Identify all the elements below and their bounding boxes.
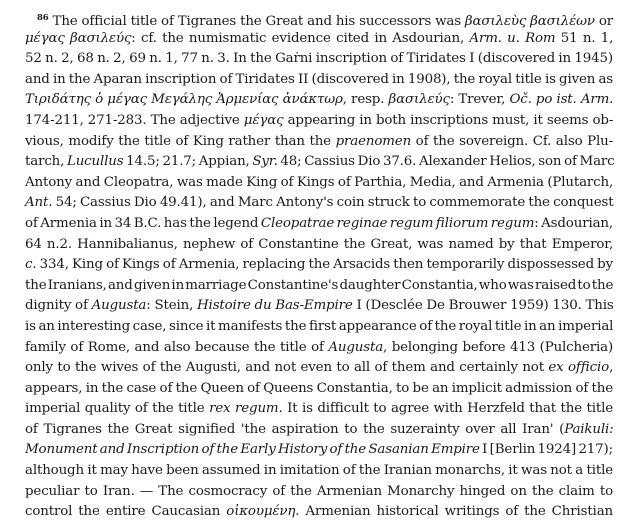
text-run: appears, in the case of the Queen of Queens Constantia, to be an implicit admission of the bbox=[25, 380, 613, 396]
text-line bbox=[25, 132, 613, 153]
text-run: : Asdourian, bbox=[534, 215, 613, 231]
text-line bbox=[25, 502, 613, 523]
text-line bbox=[25, 173, 613, 194]
italic-text: Arm. u. Rom bbox=[469, 30, 556, 46]
text-run: 52 n. 2, 68 n. 2, 69 n. 1, 77 n. 3. In the Gaṙni inscription of Tiridates I (discovered in 1945) bbox=[25, 51, 613, 67]
text-run: 51 n. 1, bbox=[555, 30, 614, 46]
italic-text: Lucullus bbox=[66, 154, 124, 170]
italic-text: Monument and Inscription of the Early History of the Sasanian Empire bbox=[25, 442, 480, 458]
text-run: 334, King of Kings of Armenia, replacing the Arsacids then temporarily dispossessed by bbox=[36, 257, 614, 273]
text-run: : cf. the numismatic evidence cited in Asdourian, bbox=[131, 30, 470, 46]
text-line bbox=[25, 482, 613, 503]
text-line bbox=[25, 90, 613, 111]
italic-text: Histoire du Bas-Empire bbox=[197, 298, 353, 314]
text-run: family of Rome, and also because the title of bbox=[25, 339, 329, 355]
text-run: or bbox=[594, 14, 614, 29]
text-run: 48; Cassius Dio 37.6. Alexander Helios, son of Marc bbox=[277, 154, 615, 170]
footnote-page bbox=[25, 8, 613, 523]
text-line bbox=[25, 193, 613, 214]
text-run: , bbox=[609, 360, 614, 376]
text-line bbox=[25, 276, 613, 297]
text-run: vious, modify the title of King rather than the bbox=[25, 133, 336, 149]
italic-text: οἰκουμένη bbox=[226, 504, 296, 520]
italic-text: ex officio bbox=[548, 360, 610, 376]
italic-text: rex regum bbox=[209, 401, 279, 417]
text-line bbox=[25, 111, 613, 132]
italic-text: βασιλεὺς βασιλέων bbox=[464, 14, 595, 29]
text-run: . It is difficult to agree with Herzfeld that the title bbox=[278, 401, 614, 417]
text-run: only to the wives of the Augusti, and not even to all of them and certainly not bbox=[25, 360, 549, 376]
text-line bbox=[25, 358, 613, 379]
italic-text: Augusta bbox=[328, 339, 384, 355]
text-run: of Armenia in 34 B.C. has the legend bbox=[25, 215, 261, 231]
text-line bbox=[25, 255, 613, 276]
text-run: . Armenian historical writings of the Christian bbox=[295, 504, 614, 520]
text-run: and in the Aparan inscription of Tiridates II (discovered in 1908), the royal title is given as bbox=[25, 71, 614, 87]
italic-text: Syr. bbox=[252, 154, 278, 170]
text-line bbox=[25, 214, 613, 235]
text-run: , belonging before 413 (Pulcheria) bbox=[383, 339, 614, 355]
footnote-number: 86 bbox=[37, 13, 49, 23]
text-line bbox=[25, 29, 613, 50]
text-run: is an interesting case, since it manifests the first appearance of the royal title in an imperial bbox=[25, 318, 614, 334]
footnote-86 bbox=[25, 8, 613, 523]
italic-text: Augusta bbox=[91, 298, 147, 314]
text-line bbox=[25, 461, 613, 482]
text-run: of the sovereign. Cf. also Plu- bbox=[411, 133, 613, 149]
text-run: peculiar to Iran. — The cosmocracy of the Armenian Monarchy hinged on the claim to bbox=[25, 483, 613, 499]
italic-text: Ant. bbox=[25, 195, 53, 211]
italic-text: μέγας bbox=[243, 112, 284, 128]
text-line bbox=[25, 49, 613, 70]
text-run: 64 n.2. Hannibalianus, nephew of Constantine the Great, was named by that Emperor, bbox=[25, 236, 614, 252]
italic-text: Paikuli: bbox=[564, 421, 614, 437]
text-run: of Tigranes the Great signified 'the aspiration to the suzerainty over all Iran' ( bbox=[25, 421, 565, 437]
text-run: : Stein, bbox=[146, 298, 198, 314]
text-line bbox=[25, 420, 613, 441]
italic-text: praenomen bbox=[335, 133, 412, 149]
text-run: Antony and Cleopatra, was made King of Kings of Parthia, Media, and Armenia (Plutarch, bbox=[25, 174, 614, 190]
text-run: 54; Cassius Dio 49.41), and Marc Antony's coin struck to commemorate the conquest bbox=[52, 195, 614, 211]
text-line bbox=[25, 235, 613, 256]
text-run: I (Desclée De Brouwer 1959) 130. This bbox=[352, 298, 614, 314]
italic-text: c. bbox=[25, 257, 37, 273]
text-run: : Trever, bbox=[449, 92, 510, 108]
text-run: although it may have been assumed in imitation of the Iranian monarchs, it was not a title bbox=[25, 463, 613, 479]
text-run: appearing in both inscriptions must, it seems ob- bbox=[283, 112, 614, 128]
italic-text: βασιλεύς bbox=[388, 92, 450, 108]
text-run: imperial quality of the title bbox=[25, 401, 210, 417]
text-run: I [Berlin 1924] 217); bbox=[479, 442, 613, 458]
text-line bbox=[25, 338, 613, 359]
text-run: tarch, bbox=[25, 154, 67, 170]
text-line bbox=[25, 399, 613, 420]
text-line bbox=[25, 440, 613, 461]
text-line bbox=[25, 317, 613, 338]
text-line bbox=[25, 152, 613, 173]
text-run: 14.5; 21.7; Appian, bbox=[123, 154, 253, 170]
text-line bbox=[25, 379, 613, 400]
text-run: the Iranians, and given in marriage Constantine's daughter Constantia, who was raised to the bbox=[25, 277, 614, 293]
italic-text: μέγας βασιλεύς bbox=[25, 30, 132, 46]
text-run: dignity of bbox=[25, 298, 92, 314]
italic-text: Oč. po ist. Arm. bbox=[509, 92, 614, 108]
text-run: The official title of Tigranes the Great and his successors was bbox=[52, 14, 465, 29]
text-run: , resp. bbox=[342, 92, 389, 108]
text-line bbox=[25, 70, 613, 91]
text-line bbox=[25, 296, 613, 317]
italic-text: Τιριδάτης ὁ μέγας Μεγάλης Ἀρμενίας ἀνάκτωρ bbox=[25, 92, 343, 108]
text-run: control the entire Caucasian bbox=[25, 504, 227, 520]
text-line bbox=[25, 8, 613, 29]
text-run: 174-211, 271-283. The adjective bbox=[25, 112, 244, 128]
italic-text: Cleopatrae reginae regum filiorum regum bbox=[260, 215, 535, 231]
